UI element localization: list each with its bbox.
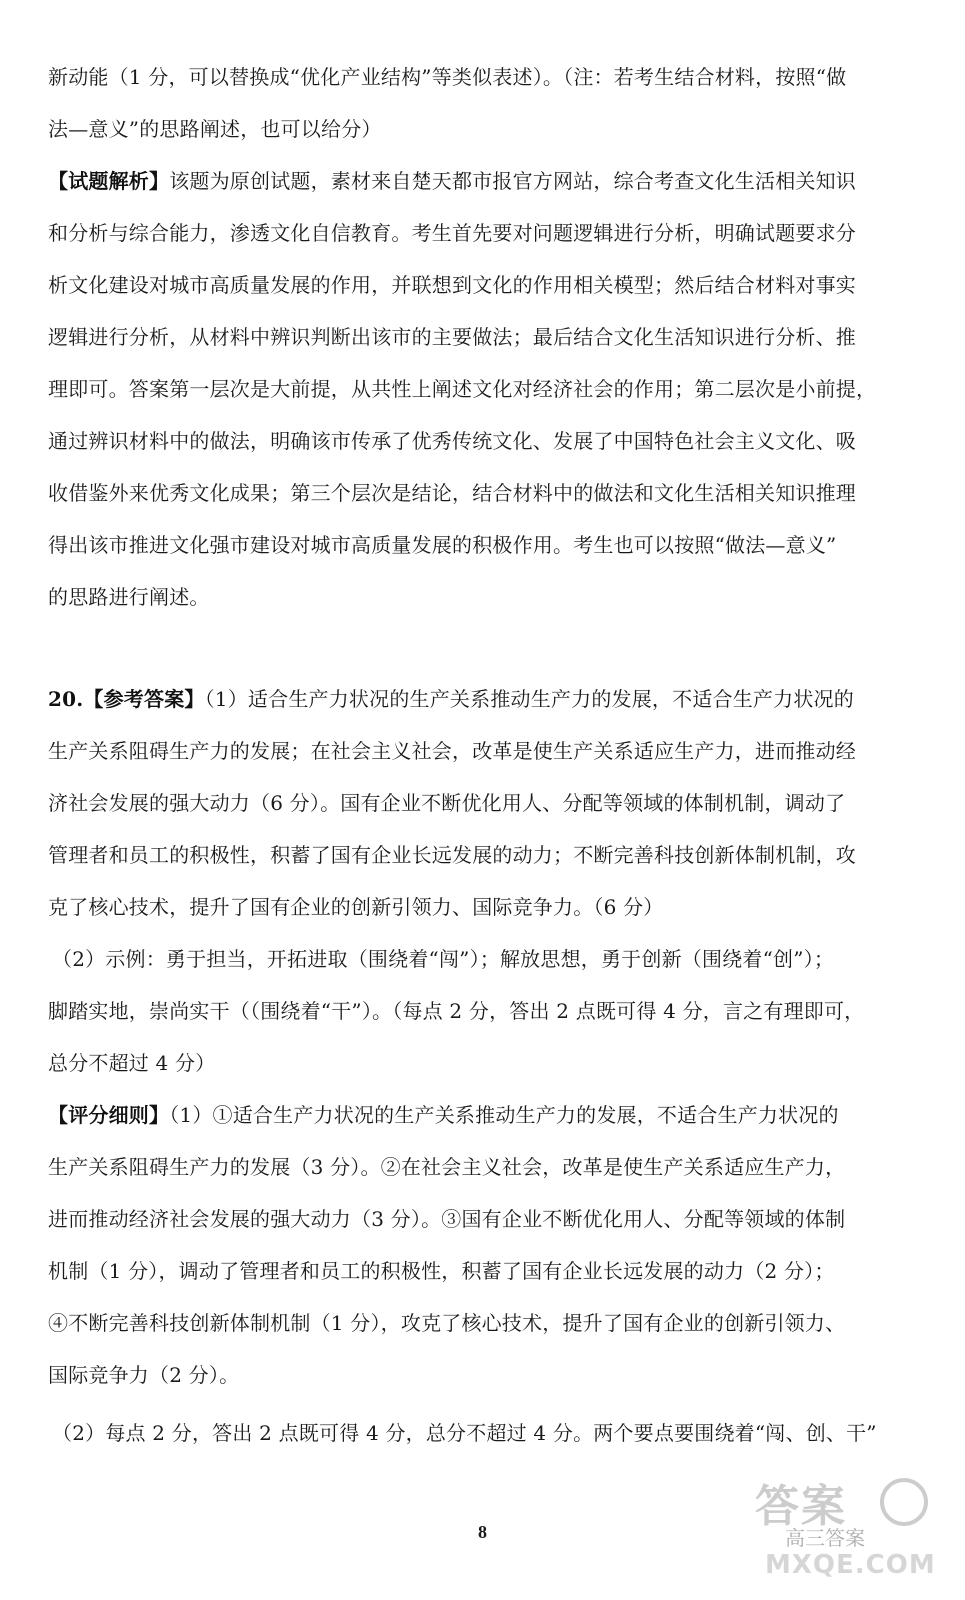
q20-part2-line-3: 总分不超过 4 分） — [48, 1051, 216, 1075]
q20-line-2: 生产关系阻碍生产力的发展；在社会主义社会，改革是使生产关系适应生产力，进而推动经 — [48, 739, 856, 763]
analysis-line-4: 逻辑进行分析，从材料中辨识判断出该市的主要做法；最后结合文化生活知识进行分析、推 — [48, 325, 856, 349]
scoring-line-6: 国际竞争力（2 分）。 — [48, 1363, 240, 1387]
q20-part2-line-1: （2）示例：勇于担当，开拓进取（围绕着“闯”）；解放思想，勇于创新（围绕着“创”）； — [52, 947, 835, 971]
analysis-line-3: 析文化建设对城市高质量发展的作用，并联想到文化的作用相关模型；然后结合材料对事实 — [48, 273, 856, 297]
analysis-line-1 — [48, 166, 928, 196]
watermark-url-text: MXQE.COM — [765, 1550, 936, 1580]
scoring-line-4: 机制（1 分），调动了管理者和员工的积极性，积蓄了国有企业长远发展的动力（2 分）； — [48, 1259, 835, 1283]
scoring-line-5: ④不断完善科技创新体制机制（1 分），攻克了核心技术，提升了国有企业的创新引领力、 — [48, 1311, 846, 1335]
q20-line-5: 克了核心技术，提升了国有企业的创新引领力、国际竞争力。（6 分） — [48, 895, 664, 919]
scoring-line-2: 生产关系阻碍生产力的发展（3 分）。②在社会主义社会，改革是使生产关系适应生产力， — [48, 1155, 846, 1179]
q20-line-3: 济社会发展的强大动力（6 分）。国有企业不断优化用人、分配等领域的体制机制，调动了 — [48, 791, 846, 815]
page-number: 8 — [478, 1522, 487, 1542]
watermark-sub-text: 高三答案 — [785, 1526, 865, 1550]
analysis-line-7: 收借鉴外来优秀文化成果；第三个层次是结论，结合材料中的做法和文化生活相关知识推理 — [48, 481, 856, 505]
scoring-line-1 — [48, 1100, 928, 1130]
scoring-part2-line: （2）每点 2 分，答出 2 点既可得 4 分，总分不超过 4 分。两个要点要围绕着“闯、创、干” — [52, 1421, 877, 1445]
analysis-line-9: 的思路进行阐述。 — [48, 585, 210, 609]
scoring-label: 【评分细则】 — [48, 1103, 170, 1127]
scoring-line-3: 进而推动经济社会发展的强大动力（3 分）。③国有企业不断优化用人、分配等领域的体制 — [48, 1207, 846, 1231]
intro-line-1: 新动能（1 分，可以替换成“优化产业结构”等类似表述）。（注：若考生结合材料，按照“做 — [48, 65, 847, 89]
watermark-logo — [725, 1470, 945, 1590]
q20-label: 20.【参考答案】 — [48, 687, 205, 711]
analysis-line-5: 理即可。答案第一层次是大前提，从共性上阐述文化对经济社会的作用；第二层次是小前提， — [48, 377, 877, 401]
q20-line-1 — [48, 684, 928, 714]
analysis-text-1: 该题为原创试题，素材来自楚天都市报官方网站，综合考查文化生活相关知识 — [169, 169, 857, 193]
scoring-text-1: （1）①适合生产力状况的生产关系推动生产力的发展，不适合生产力状况的 — [169, 1103, 839, 1127]
q20-line-4: 管理者和员工的积极性，积蓄了国有企业长远发展的动力；不断完善科技创新体制机制，攻 — [48, 843, 856, 867]
analysis-label: 【试题解析】 — [48, 169, 170, 193]
analysis-line-6: 通过辨识材料中的做法，明确该市传承了优秀传统文化、发展了中国特色社会主义文化、吸 — [48, 429, 856, 453]
analysis-line-2: 和分析与综合能力，渗透文化自信教育。考生首先要对问题逻辑进行分析，明确试题要求分 — [48, 221, 856, 245]
q20-text-1: （1）适合生产力状况的生产关系推动生产力的发展，不适合生产力状况的 — [204, 687, 854, 711]
q20-part2-line-2: 脚踏实地，崇尚实干（（围绕着“干”）。（每点 2 分，答出 2 点既可得 4 分，言之有理即可， — [48, 999, 865, 1023]
intro-line-2: 法—意义”的思路阐述，也可以给分） — [48, 117, 382, 141]
analysis-line-8: 得出该市推进文化强市建设对城市高质量发展的积极作用。考生也可以按照“做法—意义” — [48, 533, 837, 557]
watermark-cn-text: 答案 — [755, 1481, 847, 1532]
watermark-circle-icon — [880, 1478, 928, 1526]
